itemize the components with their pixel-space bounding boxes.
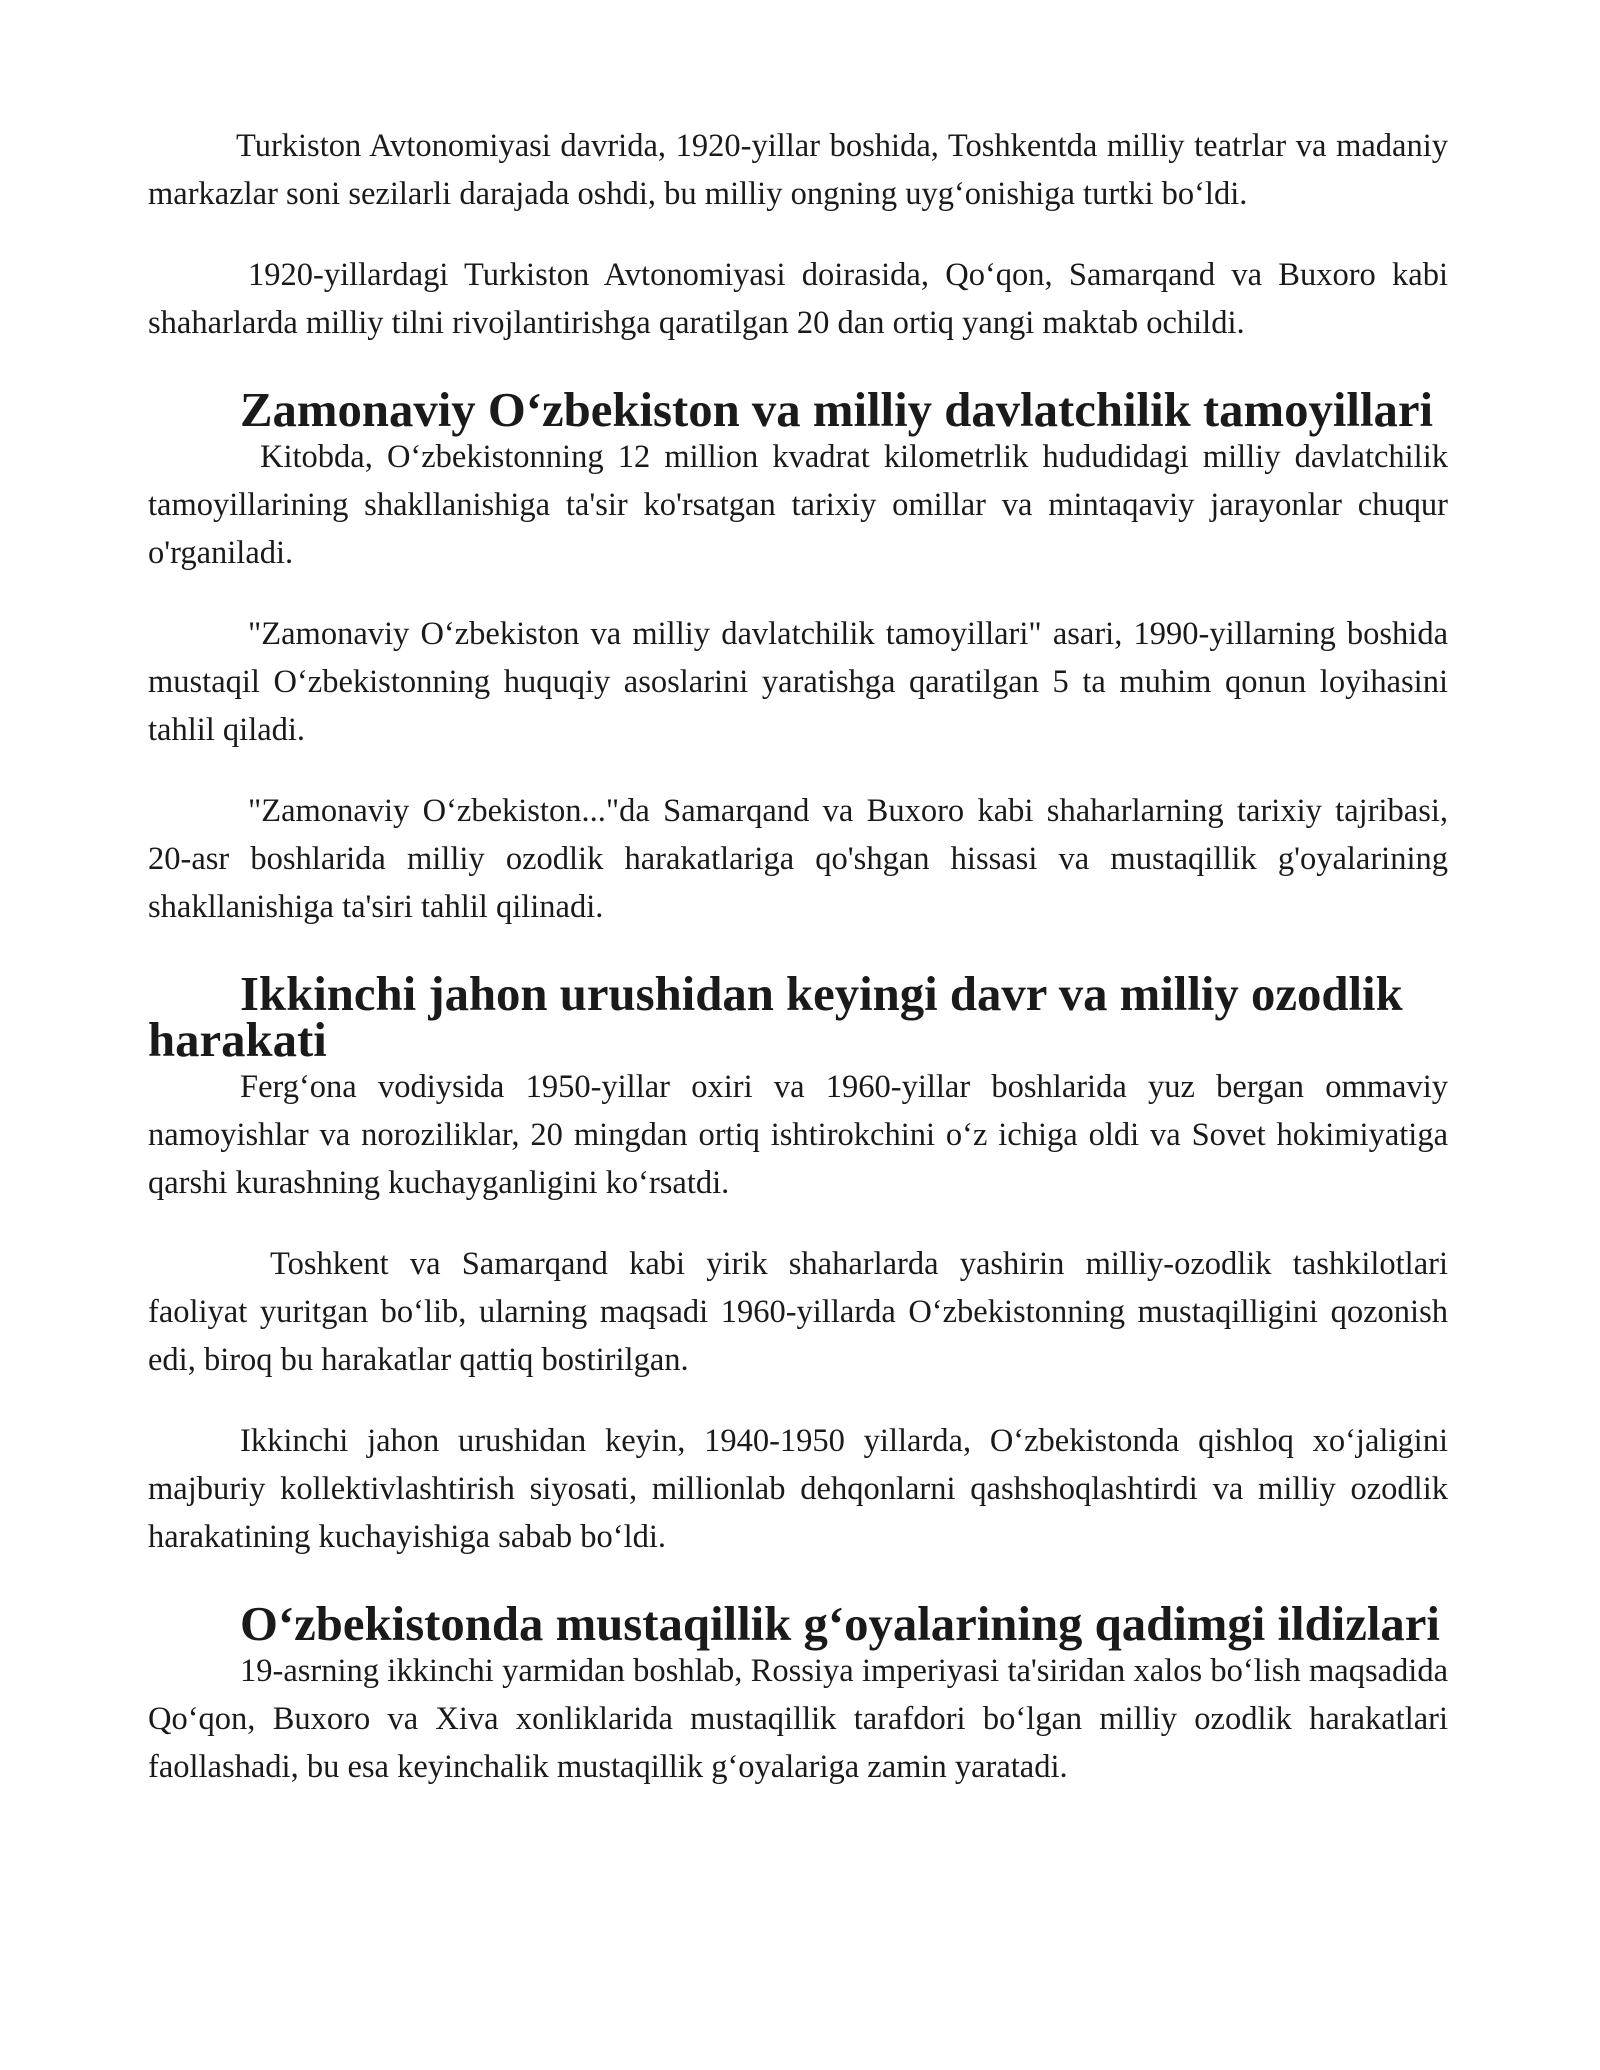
paragraph-five-laws: "Zamonaviy O‘zbekiston va milliy davlatchilik tamoyillari" asari, 1990-yillarning boshida mustaqil O‘zbekistonning huquqiy asoslarini yaratishga qaratilgan 5 ta muhim qonun loyihasini tahlil qiladi.	[148, 616, 1448, 748]
paragraph-samarqand-buxoro: "Zamonaviy O‘zbekiston..."da Samarqand va Buxoro kabi shaharlarning tarixiy tajribasi, 20-asr boshlarida milliy ozodlik harakatlariga qo'shgan hissasi va mustaqillik g'oyalarining shakllanishiga ta'siri tahlil qilinadi.	[148, 793, 1448, 925]
section-heading-modern-uzbekistan: Zamonaviy O‘zbekiston va milliy davlatchilik tamoyillari	[240, 383, 1434, 437]
paragraph-turkiston-theatres: Turkiston Avtonomiyasi davrida, 1920-yillar boshida, Toshkentda milliy teatrlar va madaniy markazlar soni sezilarli darajada oshdi, bu milliy ongning uyg‘onishiga turtki bo‘ldi.	[148, 128, 1448, 212]
paragraph-khanates-movements: 19-asrning ikkinchi yarmidan boshlab, Rossiya imperiyasi ta'siridan xalos bo‘lish maqsadida Qo‘qon, Buxoro va Xiva xonliklarida mustaqillik tarafdori bo‘lgan milliy ozodlik harakatlari faollashadi, bu esa keyinchalik mustaqillik g‘oyalariga zamin yaratadi.	[148, 1653, 1448, 1785]
paragraph-collectivisation: Ikkinchi jahon urushidan keyin, 1940-1950 yillarda, O‘zbekistonda qishloq xo‘jaligini majburiy kollektivlashtirish siyosati, millionlab dehqonlarni qashshoqlashtirdi va milliy ozodlik harakatining kuchayishiga sabab bo‘ldi.	[148, 1423, 1448, 1555]
paragraph-underground-organisations: Toshkent va Samarqand kabi yirik shaharlarda yashirin milliy-ozodlik tashkilotlari faoliyat yuritgan bo‘lib, ularning maqsadi 1960-yillarda O‘zbekistonning mustaqilligini qozonish edi, biroq bu harakatlar qattiq bostirilgan.	[148, 1246, 1448, 1378]
section-heading-ancient-roots: O‘zbekistonda mustaqillik g‘oyalarining qadimgi ildizlari	[240, 1597, 1440, 1651]
paragraph-book-territory: Kitobda, O‘zbekistonning 12 million kvadrat kilometrlik hududidagi milliy davlatchilik tamoyillarining shakllanishiga ta'sir ko'rsatgan tarixiy omillar va mintaqaviy jarayonlar chuqur o'rganiladi.	[148, 439, 1448, 571]
section-heading-postwar: Ikkinchi jahon urushidan keyingi davr va milliy ozodlik harakati	[148, 967, 1403, 1067]
paragraph-turkiston-schools: 1920-yillardagi Turkiston Avtonomiyasi doirasida, Qo‘qon, Samarqand va Buxoro kabi shaharlarda milliy tilni rivojlantirishga qaratilgan 20 dan ortiq yangi maktab ochildi.	[148, 257, 1448, 341]
document-body	[148, 122, 1448, 1824]
paragraph-fergana-protests: Ferg‘ona vodiysida 1950-yillar oxiri va 1960-yillar boshlarida yuz bergan ommaviy namoyishlar va noroziliklar, 20 mingdan ortiq ishtirokchini o‘z ichiga oldi va Sovet hokimiyatiga qarshi kurashning kuchayganligini ko‘rsatdi.	[148, 1069, 1448, 1201]
